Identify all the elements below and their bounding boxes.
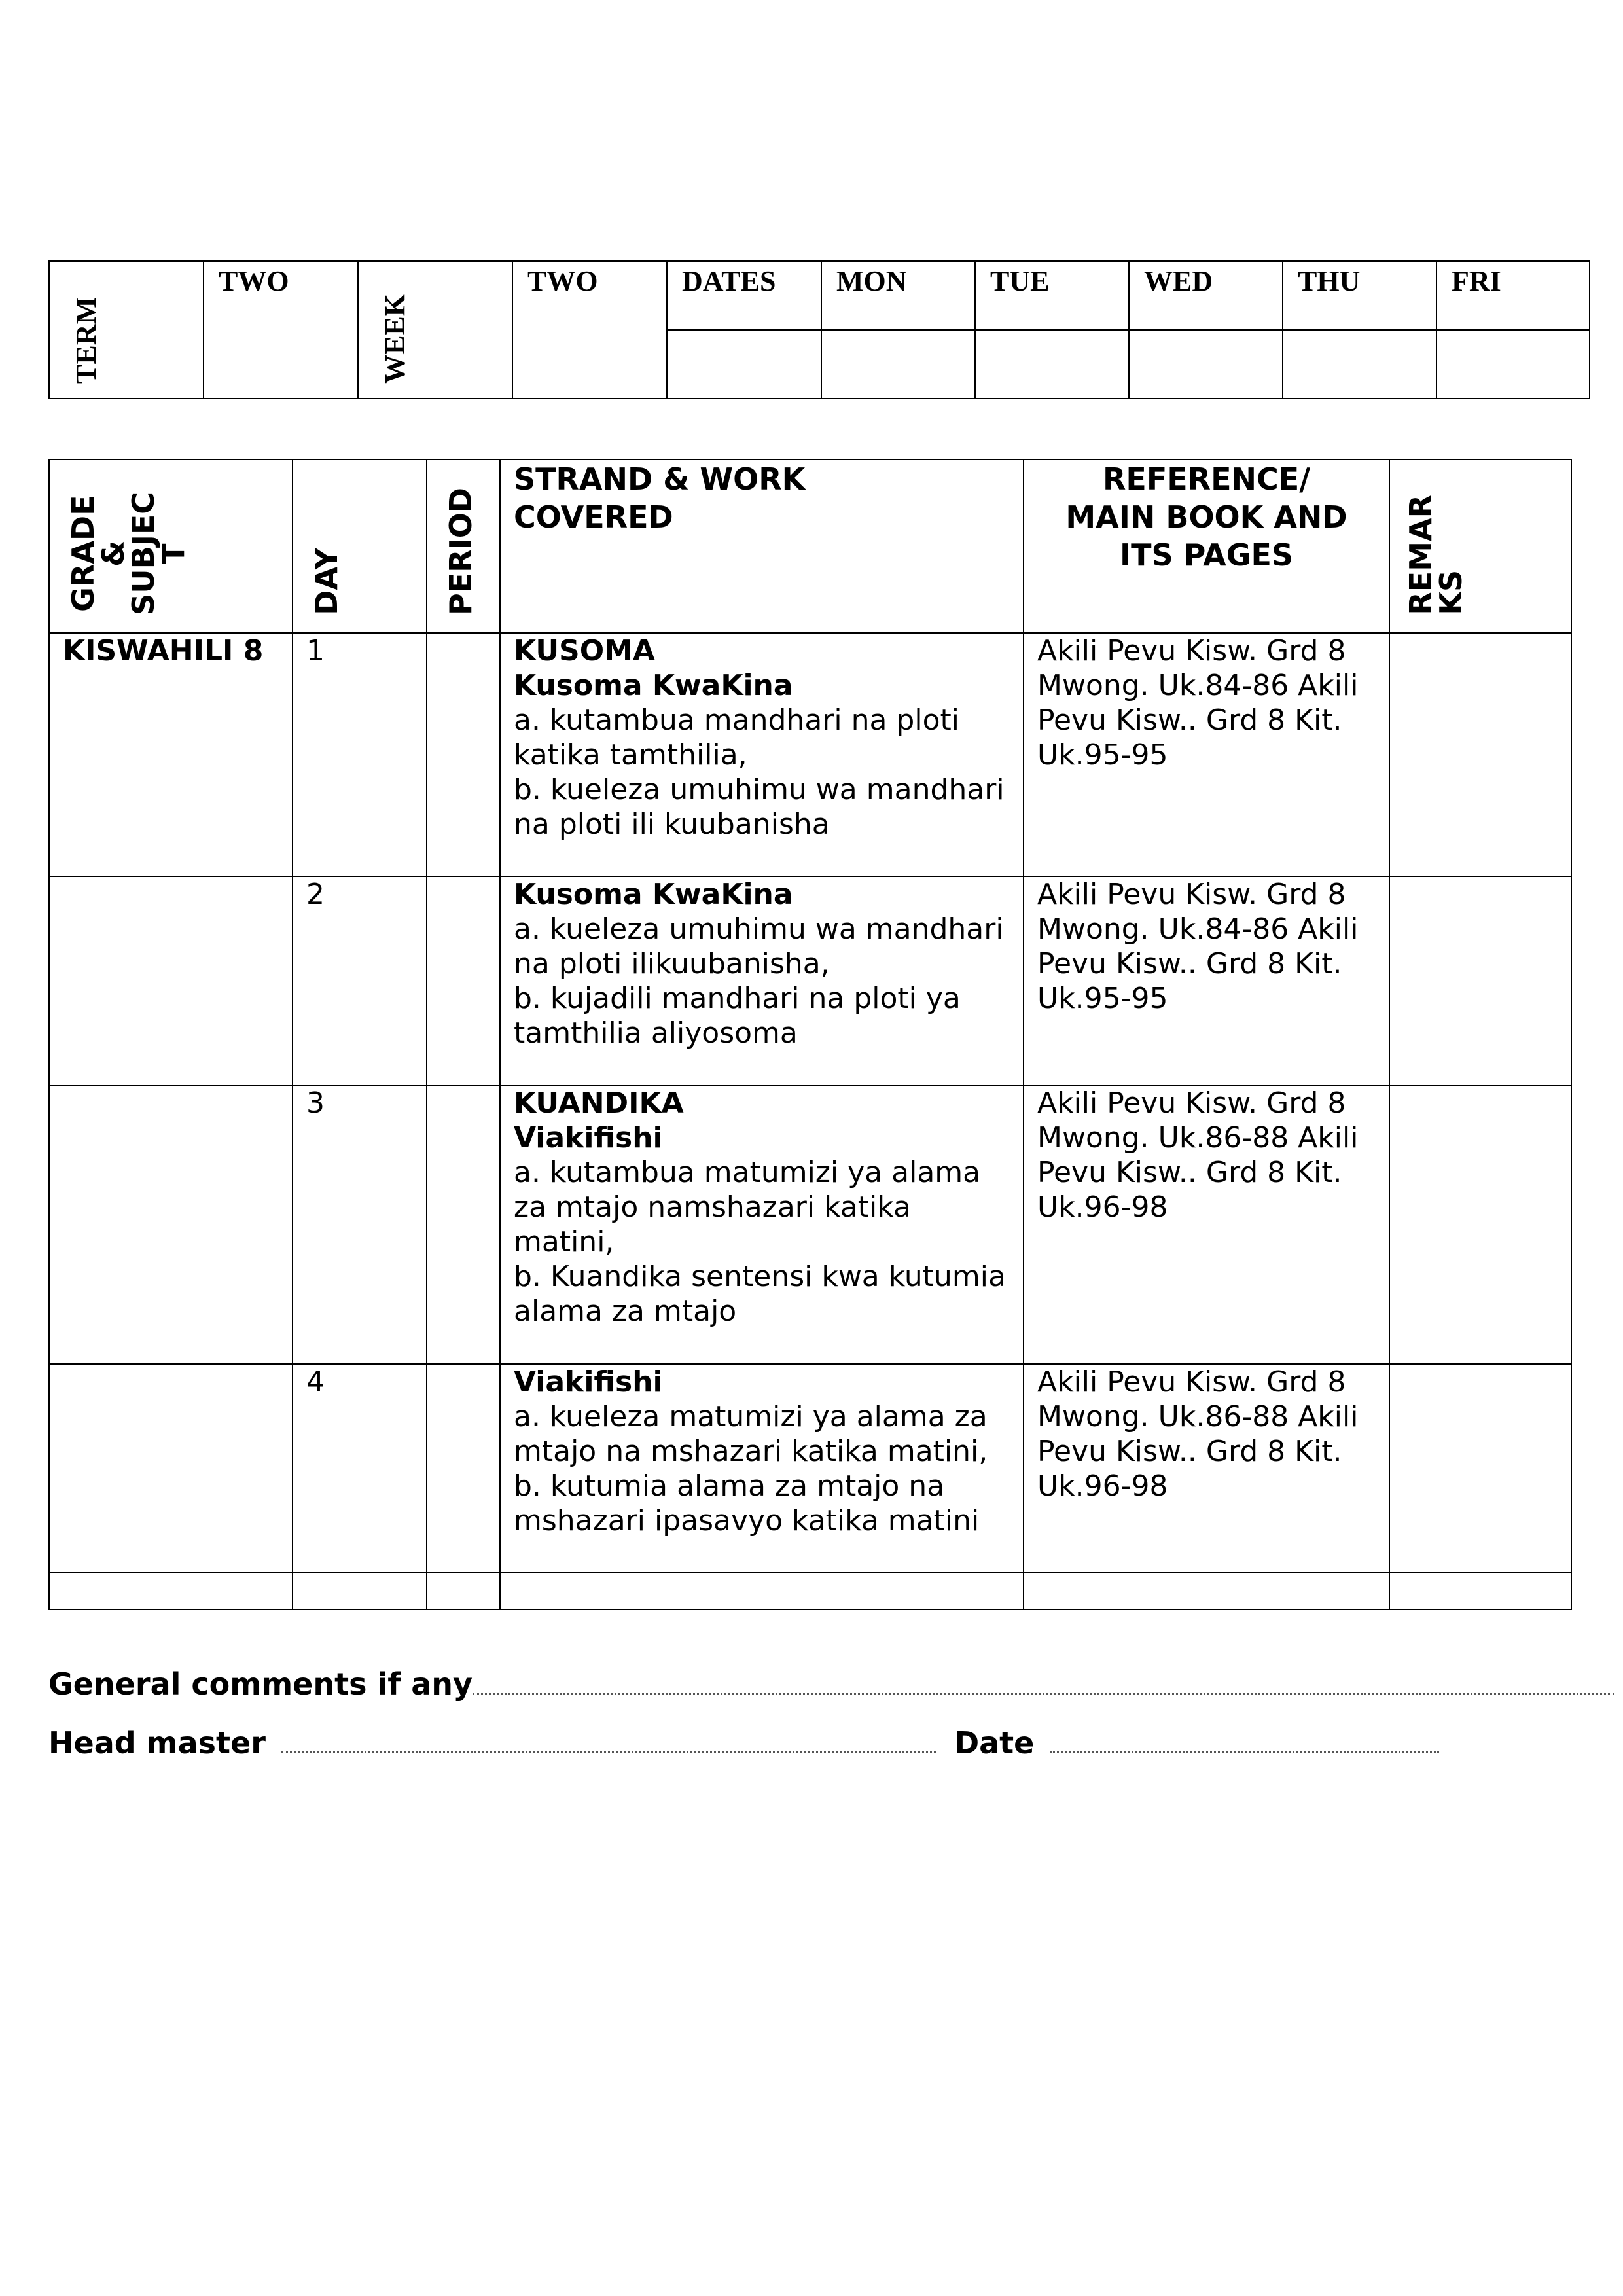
strand-subheading: Viakifishi (514, 1365, 663, 1399)
grade-subject-header: GRADE & SUBJEC T (65, 492, 191, 615)
week-label-cell (358, 261, 512, 399)
table-row (49, 876, 1571, 1085)
headmaster-field[interactable] (281, 1750, 936, 1753)
reference-cell: Akili Pevu Kisw. Grd 8 Mwong. Uk.86-88 Akili Pevu Kisw.. Grd 8 Kit. Uk.96-98 (1024, 1085, 1389, 1364)
reference-cell: Akili Pevu Kisw. Grd 8 Mwong. Uk.84-86 Akili Pevu Kisw.. Grd 8 Kit. Uk.95-95 (1024, 876, 1389, 1085)
general-comments-field[interactable] (473, 1691, 1614, 1695)
strand-line: a. kueleza umuhimu wa mandhari na ploti ilikuubanisha, (514, 912, 1004, 980)
strand-line: b. Kuandika sentensi kwa kutumia alama za mtajo (514, 1260, 1006, 1328)
subject-cell (49, 1085, 293, 1364)
day-header-tue: TUE (975, 261, 1129, 330)
lesson-plan-table (48, 459, 1572, 1610)
general-comments-label: General comments if any (48, 1666, 473, 1702)
dates-label: DATES (667, 261, 821, 330)
empty-cell[interactable] (49, 1573, 293, 1609)
table-row-empty (49, 1573, 1571, 1609)
strand-line: b. kueleza umuhimu wa mandhari na ploti ili kuubanisha (514, 773, 1005, 841)
remarks-cell[interactable] (1389, 1085, 1571, 1364)
table-row (49, 1364, 1571, 1573)
day-header-wed: WED (1129, 261, 1283, 330)
period-cell[interactable] (427, 1364, 500, 1573)
dates-cell[interactable] (667, 330, 821, 399)
remarks-cell[interactable] (1389, 1364, 1571, 1573)
strand-line: a. kutambua mandhari na ploti katika tamthilia, (514, 704, 959, 772)
term-value: TWO (204, 261, 358, 399)
period-cell[interactable] (427, 633, 500, 876)
remarks-cell[interactable] (1389, 633, 1571, 876)
date-cell-mon[interactable] (821, 330, 975, 399)
table-row (49, 633, 1571, 876)
date-cell-wed[interactable] (1129, 330, 1283, 399)
strand-subheading: Kusoma KwaKina (514, 669, 793, 702)
strand-line: a. kutambua matumizi ya alama za mtajo namshazari katika matini, (514, 1156, 981, 1259)
strand-subheading: Viakifishi (514, 1121, 663, 1155)
day-header-fri: FRI (1436, 261, 1590, 330)
reference-cell: Akili Pevu Kisw. Grd 8 Mwong. Uk.84-86 Akili Pevu Kisw.. Grd 8 Kit. Uk.95-95 (1024, 633, 1389, 876)
term-label-cell (49, 261, 204, 399)
date-cell-thu[interactable] (1283, 330, 1436, 399)
general-comments-line (48, 1666, 1614, 1702)
strand-cell (500, 1085, 1024, 1364)
date-cell-fri[interactable] (1436, 330, 1590, 399)
remarks-header-cell (1389, 459, 1571, 633)
empty-cell[interactable] (500, 1573, 1024, 1609)
period-header: PERIOD (443, 488, 478, 615)
subject-cell (49, 876, 293, 1085)
strand-heading: KUSOMA (514, 634, 655, 668)
strand-cell (500, 876, 1024, 1085)
date-cell-tue[interactable] (975, 330, 1129, 399)
reference-cell: Akili Pevu Kisw. Grd 8 Mwong. Uk.86-88 Akili Pevu Kisw.. Grd 8 Kit. Uk.96-98 (1024, 1364, 1389, 1573)
day-header: DAY (309, 548, 344, 615)
day-cell: 3 (293, 1085, 427, 1364)
reference-header: REFERENCE/ MAIN BOOK AND ITS PAGES (1024, 459, 1389, 633)
subject-cell: KISWAHILI 8 (49, 633, 293, 876)
strand-cell (500, 1364, 1024, 1573)
empty-cell[interactable] (293, 1573, 427, 1609)
strand-line: b. kutumia alama za mtajo na mshazari ipasavyo katika matini (514, 1469, 980, 1537)
remarks-cell[interactable] (1389, 876, 1571, 1085)
week-value: TWO (512, 261, 667, 399)
subject-cell (49, 1364, 293, 1573)
empty-cell[interactable] (427, 1573, 500, 1609)
day-header-mon: MON (821, 261, 975, 330)
strand-subheading: Kusoma KwaKina (514, 878, 793, 911)
day-cell: 1 (293, 633, 427, 876)
period-cell[interactable] (427, 876, 500, 1085)
strand-line: b. kujadili mandhari na ploti ya tamthilia aliyosoma (514, 982, 961, 1050)
strand-cell (500, 633, 1024, 876)
empty-cell[interactable] (1024, 1573, 1389, 1609)
day-cell: 4 (293, 1364, 427, 1573)
headmaster-label: Head master (48, 1725, 266, 1761)
period-cell[interactable] (427, 1085, 500, 1364)
date-label: Date (954, 1725, 1035, 1761)
table-row (49, 1085, 1571, 1364)
remarks-header: REMAR KS (1403, 495, 1469, 615)
term-label: TERM (70, 297, 102, 384)
period-header-cell (427, 459, 500, 633)
term-week-table (48, 260, 1590, 399)
day-header-cell (293, 459, 427, 633)
strand-heading: KUANDIKA (514, 1086, 684, 1120)
date-field[interactable] (1050, 1750, 1439, 1753)
empty-cell[interactable] (1389, 1573, 1571, 1609)
week-label: WEEK (379, 294, 411, 384)
strand-line: a. kueleza matumizi ya alama za mtajo na mshazari katika matini, (514, 1400, 988, 1468)
strand-header: STRAND & WORK COVERED (500, 459, 1024, 633)
day-header-thu: THU (1283, 261, 1436, 330)
signature-line (48, 1725, 1439, 1761)
grade-subject-header-cell (49, 459, 293, 633)
day-cell: 2 (293, 876, 427, 1085)
